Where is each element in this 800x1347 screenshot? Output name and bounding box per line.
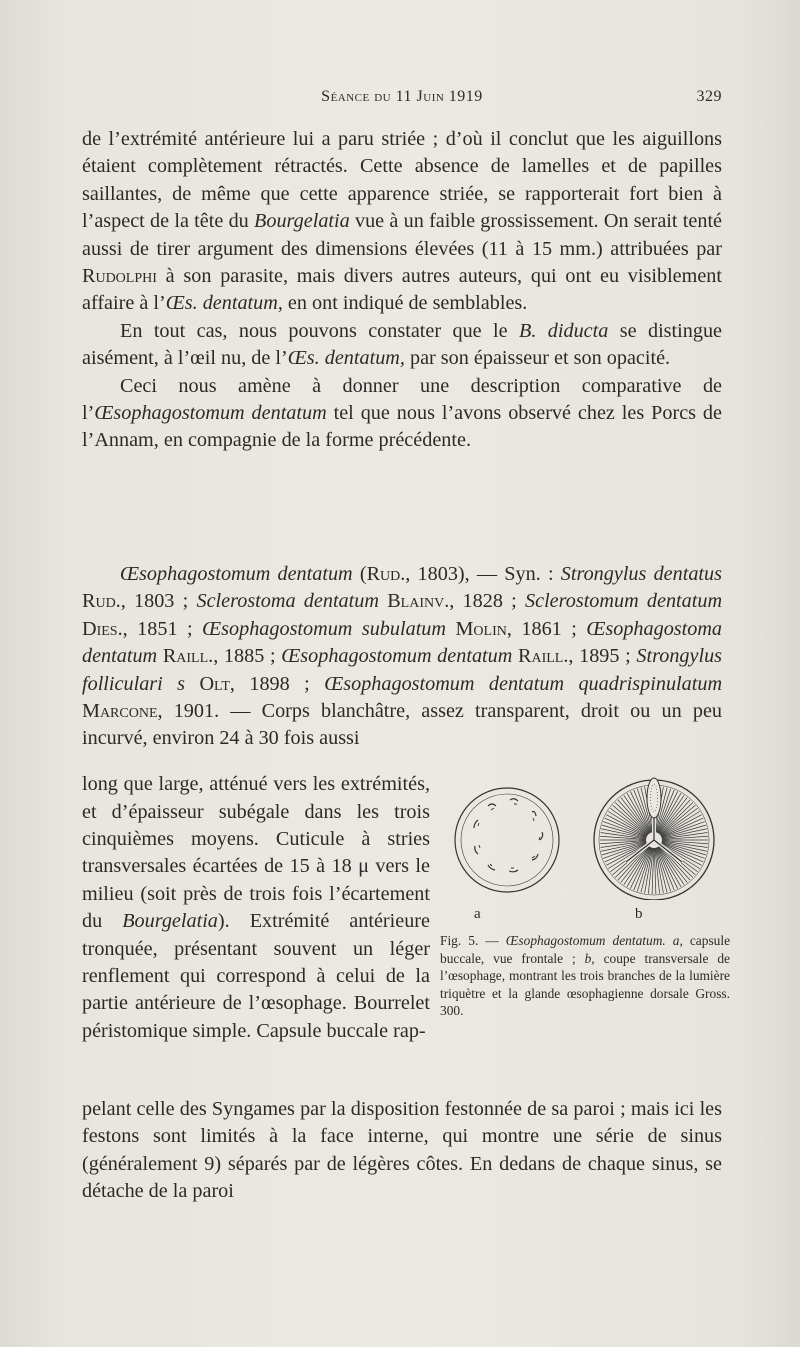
text-span: de l’extrémité antérieure lui a paru striée ; d’où il conclut que les aiguillons étaient complètement rétractés. Cette absence de lamelles et de papilles saillantes, de même que cette apparence striée, se rapporterait fort bien à l’aspect de la tête du	[82, 128, 722, 233]
figure-label-b: b	[635, 906, 643, 922]
running-head	[82, 88, 722, 112]
species-name: Sclerostomum dentatum	[525, 590, 723, 613]
text-span	[379, 590, 387, 612]
genus-name: Bourgelatia	[122, 910, 218, 933]
running-title: Séance du 11 Juin 1919	[321, 88, 483, 105]
text-span	[185, 673, 199, 695]
text-span: , 1803), — Syn. :	[405, 563, 561, 585]
author-name: Blainv.	[387, 590, 450, 613]
text-span: , 1803 ;	[120, 590, 197, 613]
text-span: , 1901. — Corps blanchâtre, assez transparent, droit ou un peu incurvé, environ 24 à 30 fois aussi	[82, 700, 722, 750]
text-span: , 1828 ;	[449, 590, 526, 613]
author-name: Marcone	[82, 700, 158, 723]
caption-species: Œsophagostomum dentatum.	[505, 933, 666, 948]
species-name: Strongylus dentatus	[560, 563, 722, 585]
body-text-top	[82, 126, 722, 455]
text-span: (	[352, 563, 367, 585]
species-name: Œsophagostomum subulatum	[202, 617, 446, 640]
page-number: 329	[696, 88, 722, 105]
species-name: B. diducta	[519, 319, 609, 342]
text-span: , 1851 ;	[122, 617, 203, 640]
text-span: en ont indiqué de semblables.	[282, 292, 528, 315]
buccal-capsule-drawing	[455, 788, 559, 892]
text-span: , 1898 ;	[229, 672, 325, 695]
paragraph-2	[82, 318, 722, 373]
figure-caption	[440, 932, 730, 1020]
body-text-bottom	[82, 1096, 722, 1206]
species-name: Œsophagostomum dentatum	[120, 563, 353, 585]
caption-prefix: Fig. 5. —	[440, 933, 506, 948]
author-name: Dies.	[82, 617, 123, 640]
paragraph-1	[82, 126, 722, 318]
author-name: Rudolphi	[82, 265, 157, 288]
figure-illustration	[440, 770, 730, 900]
author-name: Olt	[199, 672, 230, 695]
genus-name: Bourgelatia	[254, 210, 350, 233]
text-span: par son épaisseur et son opacité.	[404, 347, 671, 370]
species-name: Œs. dentatum,	[287, 347, 405, 370]
text-span: se distingue aisément, à l’œil nu, de l’	[82, 319, 722, 370]
text-span: à son parasite, mais divers autres auteurs, qui ont eu visiblement affaire à l’	[82, 265, 722, 315]
author-name: Molin	[455, 617, 507, 640]
author-name: Rud.	[82, 590, 121, 613]
final-paragraph: pelant celle des Syngames par la disposition festonnée de sa paroi ; mais ici les festons sont limités à la face interne, qui montre une série de sinus (généralement 9) séparés par de légères côtes. En dedans de chaque sinus, se détache de la paroi	[82, 1098, 722, 1203]
text-span: , 1861 ;	[506, 617, 587, 640]
author-name: Raill.	[518, 645, 569, 668]
text-span: Ceci nous amène à donner une description comparative de l’	[82, 374, 722, 425]
narrow-paragraph	[82, 771, 430, 1045]
text-span: vue à un faible grossissement. On serait tenté aussi de tirer argument des dimensions élevées (11 à 15 mm.) attribuées par	[82, 210, 723, 260]
caption-text: coupe transversale de l’œsophage, montrant les trois branches de la lumière triquètre et la glande œsophagienne dorsale Gross. 300.	[440, 950, 730, 1018]
caption-label-b: b,	[584, 950, 595, 966]
oesophagus-section-drawing	[594, 778, 714, 900]
species-name: Œs. dentatum,	[165, 292, 283, 315]
text-span: En tout cas, nous pouvons constater que le	[120, 319, 520, 342]
species-paragraph	[82, 561, 722, 753]
author-name: Rud.	[366, 563, 406, 585]
figure-label-a: a	[474, 906, 481, 922]
author-name: Raill.	[162, 645, 214, 668]
narrow-column-text	[82, 751, 430, 1065]
species-name: Strongylus folliculari s	[82, 645, 723, 695]
species-name: Œsophagostoma dentatum	[82, 617, 723, 668]
text-span: long que large, atténué vers les extrémités, et d’épaisseur subégale dans les trois cinquièmes moyens. Cuticule à stries transversales écartées de 15 à 18 μ vers le milieu (soit près de trois fois l’écartement du	[82, 773, 430, 933]
text-span: tel que nous l’avons observé chez les Porcs de l’Annam, en compagnie de la forme précédente.	[82, 402, 722, 452]
caption-text: capsule buccale, vue frontale ;	[440, 933, 731, 966]
synonymy	[82, 561, 722, 753]
text-span: , 1885 ;	[213, 645, 282, 668]
caption-label-a: a,	[665, 933, 683, 948]
paragraph-3	[82, 373, 722, 455]
species-name: Œsophagostomum dentatum	[94, 402, 327, 425]
species-name: Sclerostoma dentatum	[196, 590, 379, 613]
species-name: Œsophagostomum dentatum quadrispinulatum	[324, 672, 723, 695]
text-span: , 1895 ;	[568, 645, 637, 668]
species-name: Œsophagostomum dentatum	[281, 645, 513, 668]
text-span: ). Extrémité antérieure tronquée, présentant souvent un léger renflement qui correspond à celui de la partie antérieure de l’œsophage. Bourrelet péristomique simple. Capsule buccale rap-	[82, 910, 430, 1042]
figure-5	[440, 770, 730, 1070]
